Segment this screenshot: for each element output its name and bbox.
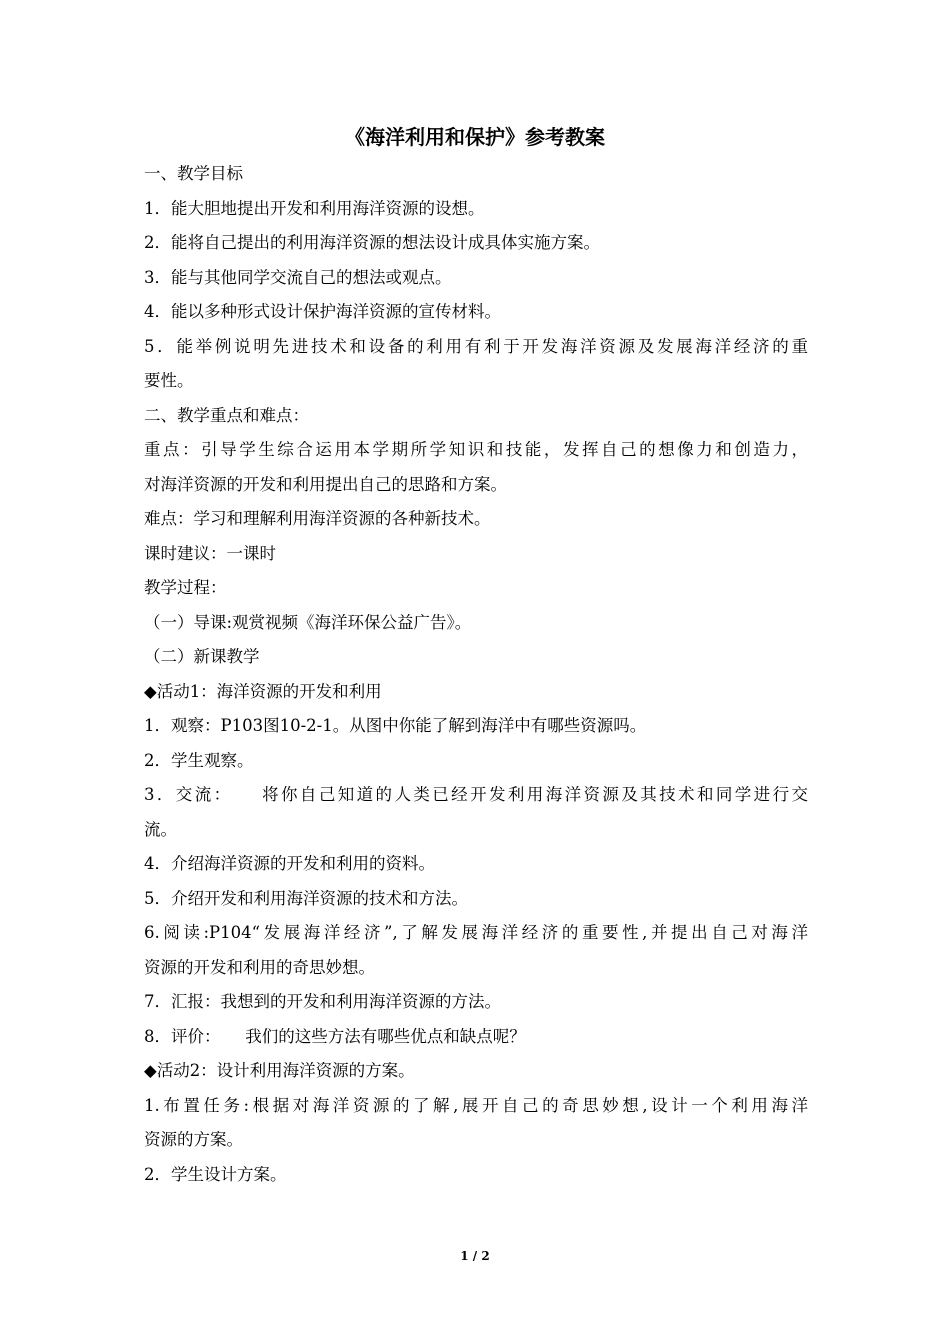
document-body: [144, 157, 808, 1192]
activity-1-step-7: 7．汇报：我想到的开发和利用海洋资源的方法。: [144, 992, 501, 1011]
activity-1-step-1: 1．观察：P103图10-2-1。从图中你能了解到海洋中有哪些资源吗。: [144, 716, 647, 735]
intro-step: （一）导课:观赏视频《海洋环保公益广告》。: [144, 612, 472, 632]
activity-2-step-2: 2．学生设计方案。: [144, 1164, 287, 1184]
document-title: 《海洋利用和保护》参考教案: [345, 125, 605, 149]
activity-2-step-1: 1.布置任务:根据对海洋资源的了解,展开自己的奇思妙想,设计一个利用海洋: [144, 1095, 808, 1115]
objective-item-4: 4．能以多种形式设计保护海洋资源的宣传材料。: [144, 302, 501, 321]
objective-item-5: 5．能举例说明先进技术和设备的利用有利于开发海洋资源及发展海洋经济的重: [144, 336, 808, 356]
lesson-time: 课时建议：一课时: [144, 543, 276, 563]
teaching-process-heading: 教学过程：: [144, 578, 227, 597]
section-heading-key-points: 二、教学重点和难点：: [144, 405, 309, 425]
difficult-point: 难点：学习和理解利用海洋资源的各种新技术。: [144, 509, 491, 528]
objective-item-1: 1．能大胆地提出开发和利用海洋资源的设想。: [144, 198, 485, 218]
activity-1-step-3: 3．交流： 将你自己知道的人类已经开发利用海洋资源及其技术和同学进行交: [144, 785, 808, 804]
key-point-cont: 对海洋资源的开发和利用提出自己的思路和方案。: [144, 474, 507, 494]
page-number: 1 / 2: [460, 1249, 490, 1263]
activity-1-heading: ◆活动1：海洋资源的开发和利用: [144, 681, 382, 701]
activity-1-step-6: 6.阅读:P104“发展海洋经济”,了解发展海洋经济的重要性,并提出自己对海洋: [144, 923, 808, 942]
activity-2-step-1-cont: 资源的方案。: [144, 1130, 243, 1149]
activity-1-step-5: 5．介绍开发和利用海洋资源的技术和方法。: [144, 888, 468, 908]
key-point: 重点：引导学生综合运用本学期所学知识和技能，发挥自己的想像力和创造力，: [144, 440, 808, 459]
activity-1-step-2: 2．学生观察。: [144, 750, 254, 770]
activity-2-heading: ◆活动2：设计利用海洋资源的方案。: [144, 1061, 415, 1080]
activity-1-step-3-cont: 流。: [144, 819, 177, 839]
section-heading-objectives: 一、教学目标: [144, 164, 243, 183]
objective-item-2: 2．能将自己提出的利用海洋资源的想法设计成具体实施方案。: [144, 233, 600, 252]
activity-1-step-6-cont: 资源的开发和利用的奇思妙想。: [144, 957, 375, 977]
objective-item-5-cont: 要性。: [144, 371, 194, 390]
objective-item-3: 3．能与其他同学交流自己的想法或观点。: [144, 267, 452, 287]
activity-1-step-4: 4．介绍海洋资源的开发和利用的资料。: [144, 854, 435, 873]
activity-1-step-8: 8．评价： 我们的这些方法有哪些优点和缺点呢？: [144, 1026, 526, 1046]
new-lesson-heading: （二）新课教学: [144, 647, 260, 666]
